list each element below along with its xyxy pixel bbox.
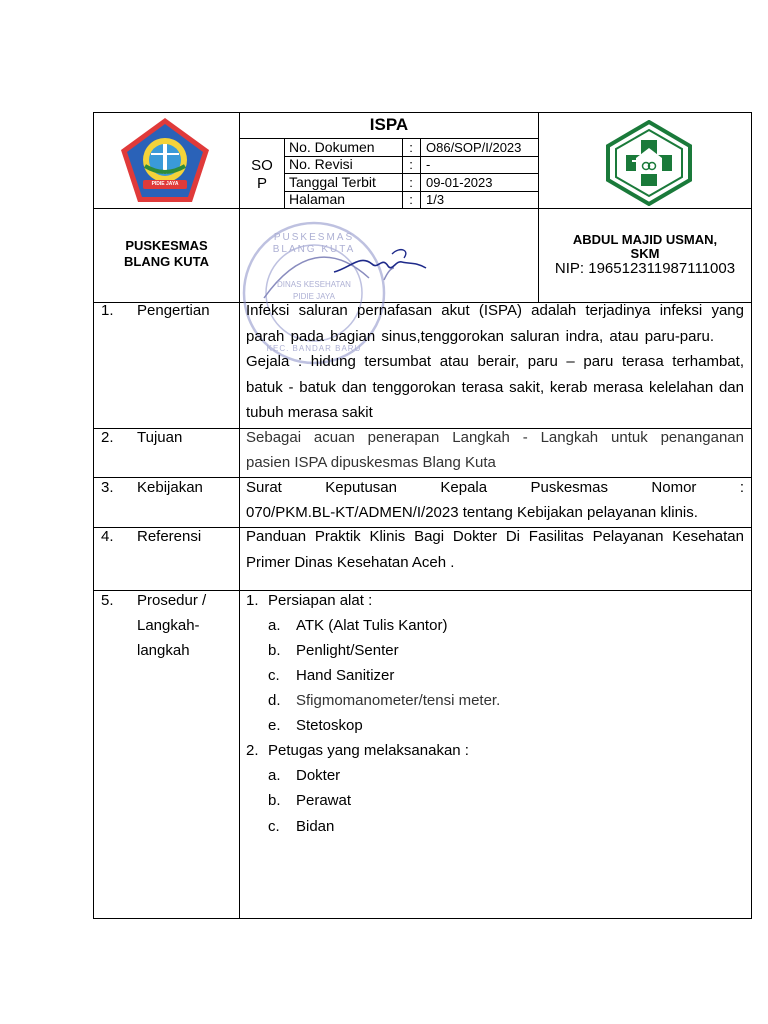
pidie-jaya-emblem-icon <box>119 116 211 204</box>
list-item: Perawat <box>296 792 352 809</box>
section-number: 5. <box>101 592 114 609</box>
section-number: 2. <box>101 429 114 446</box>
sop-label-line2: P <box>256 175 267 192</box>
section-text-line: Primer Dinas Kesehatan Aceh . <box>246 554 455 571</box>
list-item: Hand Sanitizer <box>296 667 395 684</box>
meta-label-page: Halaman <box>289 191 346 207</box>
list-item: Dokter <box>296 767 341 784</box>
meta-value-page: 1/3 <box>426 192 445 207</box>
list-item: Sfigmomanometer/tensi meter. <box>296 692 501 709</box>
stamp-text-mid1: DINAS KESEHATAN <box>277 280 351 289</box>
section-text-line: Panduan Praktik Klinis Bagi Dokter Di Fasilitas Pelayanan Kesehatan <box>246 528 744 545</box>
section-text-line: pasien ISPA dipuskesmas Blang Kuta <box>246 454 496 471</box>
procedure-step-title: Persiapan alat : <box>268 592 373 609</box>
meta-sep: : <box>409 175 413 190</box>
section-label-line: Langkah- <box>137 617 200 634</box>
list-item-letter: c. <box>268 818 280 835</box>
meta-sep: : <box>409 140 413 155</box>
section-text-line: Surat Keputusan Kepala Puskesmas Nomor : <box>246 479 744 496</box>
section-label: Pengertian <box>137 302 210 319</box>
meta-value-issue-date: 09-01-2023 <box>426 175 493 190</box>
meta-value-doc-number: O86/SOP/I/2023 <box>426 140 522 155</box>
section-text-line: parah pada bagian sinus,tenggorokan saluran indra, atau paru-paru. <box>246 328 714 345</box>
pidie-jaya-logo <box>119 116 211 204</box>
list-item: Penlight/Senter <box>296 642 399 659</box>
section-number: 3. <box>101 479 114 496</box>
list-item-letter: a. <box>268 617 281 634</box>
sop-label-line1: SO <box>251 157 273 174</box>
meta-label-revision: No. Revisi <box>289 156 353 172</box>
meta-label-issue-date: Tanggal Terbit <box>289 174 376 190</box>
meta-sep: : <box>409 157 413 172</box>
org-name-line2: BLANG KUTA <box>124 254 209 269</box>
health-cross-icon <box>606 120 692 206</box>
section-text-line: Sebagai acuan penerapan Langkah - Langkah untuk penanganan <box>246 429 744 446</box>
procedure-step-number: 1. <box>246 592 259 609</box>
list-item: ATK (Alat Tulis Kantor) <box>296 617 448 634</box>
signer-name: ABDUL MAJID USMAN, <box>572 232 718 247</box>
section-label-line: langkah <box>137 642 190 659</box>
list-item-letter: b. <box>268 642 281 659</box>
procedure-step-title: Petugas yang melaksanakan : <box>268 742 469 759</box>
list-item-letter: a. <box>268 767 281 784</box>
meta-value-revision: - <box>426 157 431 172</box>
list-item-letter: b. <box>268 792 281 809</box>
list-item-letter: d. <box>268 692 281 709</box>
section-text-line: batuk - batuk dan tenggorokan terasa sakit, kerab merasa kelelahan dan <box>246 379 744 396</box>
section-text-line: tubuh merasa sakit <box>246 404 373 421</box>
section-text-line: Gejala : hidung tersumbat atau berair, paru – paru terasa terhambat, <box>246 353 744 370</box>
section-text-line: Infeksi saluran pernafasan akut (ISPA) adalah terjadinya infeksi yang <box>246 302 744 319</box>
section-label: Tujuan <box>137 429 183 446</box>
section-label: Kebijakan <box>137 479 203 496</box>
org-name-line1: PUSKESMAS <box>125 238 208 253</box>
document-title: ISPA <box>369 115 409 134</box>
section-label: Referensi <box>137 528 202 545</box>
pidie-jaya-logo-text: PIDIE JAYA <box>151 181 179 187</box>
puskesmas-logo <box>606 120 692 206</box>
signature <box>330 242 430 282</box>
section-label-line: Prosedur / <box>137 592 207 609</box>
section-text-line: 070/PKM.BL-KT/ADMEN/I/2023 tentang Kebijakan pelayanan klinis. <box>246 504 698 521</box>
meta-sep: : <box>409 192 413 207</box>
list-item: Stetoskop <box>296 717 363 734</box>
signer-title: SKM <box>630 246 660 261</box>
list-item-letter: e. <box>268 717 281 734</box>
list-item: Bidan <box>296 818 335 835</box>
signer-nip: NIP: 196512311987111003 <box>554 260 736 277</box>
section-number: 4. <box>101 528 114 545</box>
stamp-text-bot: KEC. BANDAR BARU <box>266 344 362 353</box>
section-number: 1. <box>101 302 114 319</box>
signature-icon <box>330 242 430 282</box>
meta-label-doc-number: No. Dokumen <box>289 139 375 155</box>
stamp-text-top: PUSKESMAS BLANG KUTA <box>272 232 356 255</box>
list-item-letter: c. <box>268 667 280 684</box>
procedure-step-number: 2. <box>246 742 259 759</box>
stamp-text-mid2: PIDIE JAYA <box>293 292 335 301</box>
